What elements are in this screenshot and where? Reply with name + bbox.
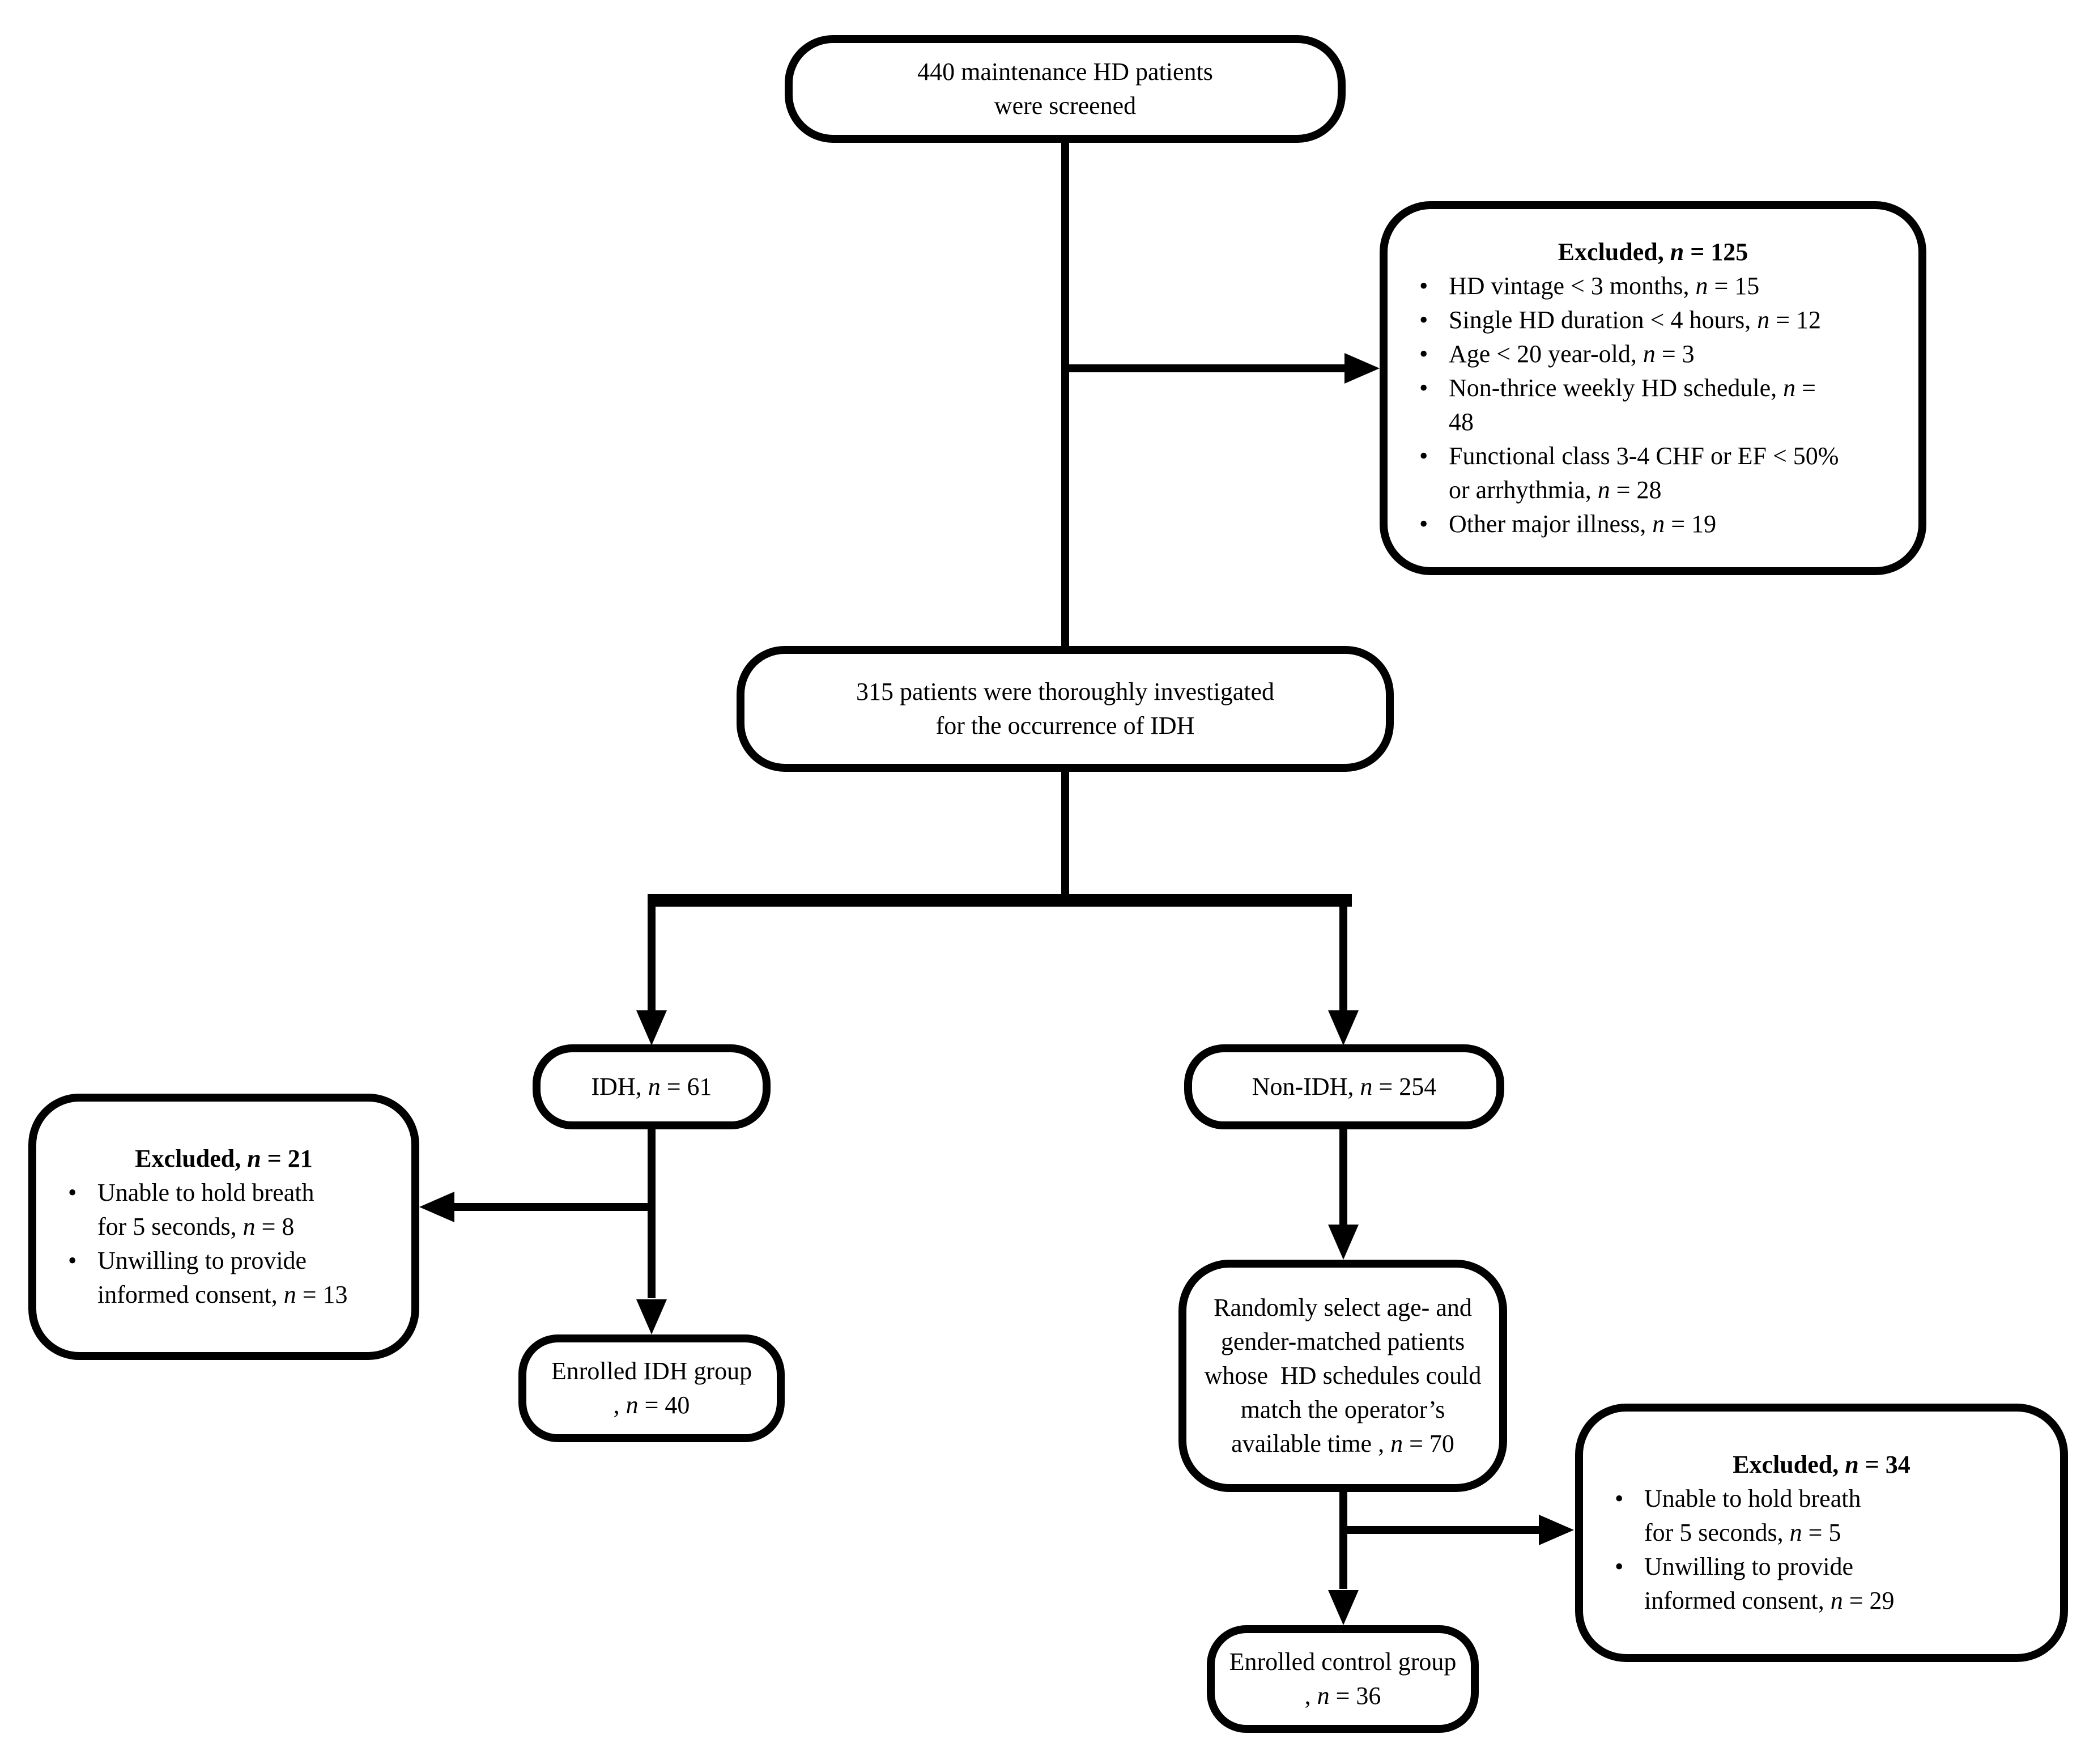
list-item-text: Other major illness, n = 19 — [1449, 510, 1717, 538]
excluded-control-title: Excluded, n = 34 — [1733, 1451, 1910, 1478]
list-item-text: or arrhythmia, n = 28 — [1449, 476, 1662, 504]
box-excluded-idh — [28, 1094, 419, 1360]
bullet-icon: • — [68, 1179, 77, 1206]
list-item — [1402, 269, 1905, 303]
box-random-select-line: available time , n = 70 — [1231, 1430, 1454, 1457]
list-item-text: HD vintage < 3 months, n = 15 — [1449, 272, 1760, 300]
list-item — [1402, 439, 1905, 507]
list-item-text: Unable to hold breath — [1644, 1485, 1861, 1512]
box-idh — [533, 1044, 771, 1129]
list-item-text: for 5 seconds, n = 8 — [97, 1213, 295, 1240]
box-enrolled-idh-line: Enrolled IDH group — [551, 1357, 752, 1385]
list-item — [1402, 303, 1905, 337]
box-enrolled-control-line: , n = 36 — [1304, 1682, 1381, 1710]
box-screened — [785, 35, 1346, 143]
list-item-text: for 5 seconds, n = 5 — [1644, 1519, 1841, 1546]
box-enrolled-control-line: Enrolled control group — [1229, 1648, 1457, 1676]
arrow-down-icon — [636, 1299, 667, 1334]
excluded-idh-list — [36, 1176, 411, 1312]
list-item-text: informed consent, n = 29 — [1644, 1587, 1895, 1614]
arrow-left-icon — [419, 1192, 454, 1222]
list-item — [1598, 1482, 2046, 1550]
box-investigated-line: for the occurrence of IDH — [935, 712, 1195, 739]
box-non-idh — [1184, 1044, 1504, 1129]
list-item-text: 48 — [1449, 408, 1474, 436]
excluded-idh-title: Excluded, n = 21 — [135, 1145, 313, 1172]
bullet-icon: • — [1419, 340, 1428, 368]
arrow-down-icon — [1328, 1225, 1359, 1260]
bullet-icon: • — [1419, 442, 1428, 470]
list-item-text: Unable to hold breath — [97, 1179, 314, 1206]
excluded-screening-list — [1388, 269, 1918, 541]
list-item — [51, 1244, 398, 1312]
box-random-select — [1178, 1260, 1507, 1492]
bullet-icon: • — [1419, 306, 1428, 334]
bullet-icon: • — [1419, 510, 1428, 538]
box-excluded-control — [1575, 1404, 2068, 1662]
bullet-icon: • — [1615, 1553, 1624, 1580]
box-random-select-line: match the operator’s — [1240, 1396, 1445, 1423]
connector-random-select-to-enrolled-control — [1339, 1491, 1347, 1589]
list-item — [1402, 371, 1905, 439]
connector-investigated-to-split — [1061, 771, 1069, 901]
connector-split-to-non-idh — [1339, 906, 1347, 1011]
list-item-text: Non-thrice weekly HD schedule, n = — [1449, 374, 1816, 402]
list-item-text: Unwilling to provide — [97, 1247, 307, 1274]
list-item-text: Functional class 3-4 CHF or EF < 50% — [1449, 442, 1839, 470]
bullet-icon: • — [1615, 1485, 1624, 1512]
connector-idh-to-enrolled-idh — [648, 1128, 656, 1298]
arrow-down-icon — [1328, 1590, 1359, 1625]
list-item — [1402, 507, 1905, 541]
box-investigated — [737, 646, 1394, 772]
box-enrolled-idh-line: , n = 40 — [613, 1391, 690, 1419]
arrow-right-icon — [1344, 353, 1380, 384]
excluded-control-list — [1583, 1482, 2060, 1618]
connector-screened-to-investigated — [1061, 142, 1069, 647]
box-excluded-screening — [1380, 201, 1926, 575]
connector-to-excluded-idh — [454, 1203, 656, 1211]
box-screened-line: 440 maintenance HD patients — [917, 58, 1213, 86]
box-random-select-line: gender-matched patients — [1220, 1328, 1465, 1355]
bullet-icon: • — [1419, 374, 1428, 402]
box-idh-label: IDH, n = 61 — [591, 1073, 712, 1100]
list-item — [1598, 1550, 2046, 1618]
box-random-select-line: Randomly select age- and — [1214, 1294, 1472, 1321]
box-random-select-line: whose HD schedules could — [1204, 1362, 1482, 1389]
box-enrolled-control — [1207, 1625, 1479, 1733]
arrow-right-icon — [1539, 1515, 1574, 1545]
box-enrolled-idh — [518, 1334, 785, 1442]
arrow-down-icon — [1328, 1010, 1359, 1045]
connector-to-excluded-control — [1339, 1526, 1540, 1534]
connector-split-to-idh — [648, 906, 656, 1011]
list-item-text: Unwilling to provide — [1644, 1553, 1854, 1580]
connector-non-idh-to-random-select — [1339, 1128, 1347, 1225]
arrow-down-icon — [636, 1010, 667, 1045]
excluded-screening-title: Excluded, n = 125 — [1558, 238, 1748, 266]
list-item — [51, 1176, 398, 1244]
split-bar — [648, 894, 1352, 907]
bullet-icon: • — [68, 1247, 77, 1274]
list-item — [1402, 337, 1905, 371]
list-item-text: informed consent, n = 13 — [97, 1281, 348, 1308]
connector-to-excluded-screening — [1065, 364, 1346, 372]
list-item-text: Single HD duration < 4 hours, n = 12 — [1449, 306, 1822, 334]
list-item-text: Age < 20 year-old, n = 3 — [1449, 340, 1695, 368]
box-non-idh-label: Non-IDH, n = 254 — [1252, 1073, 1437, 1100]
bullet-icon: • — [1419, 272, 1428, 300]
box-screened-line: were screened — [994, 92, 1137, 120]
box-investigated-line: 315 patients were thoroughly investigated — [856, 678, 1275, 705]
